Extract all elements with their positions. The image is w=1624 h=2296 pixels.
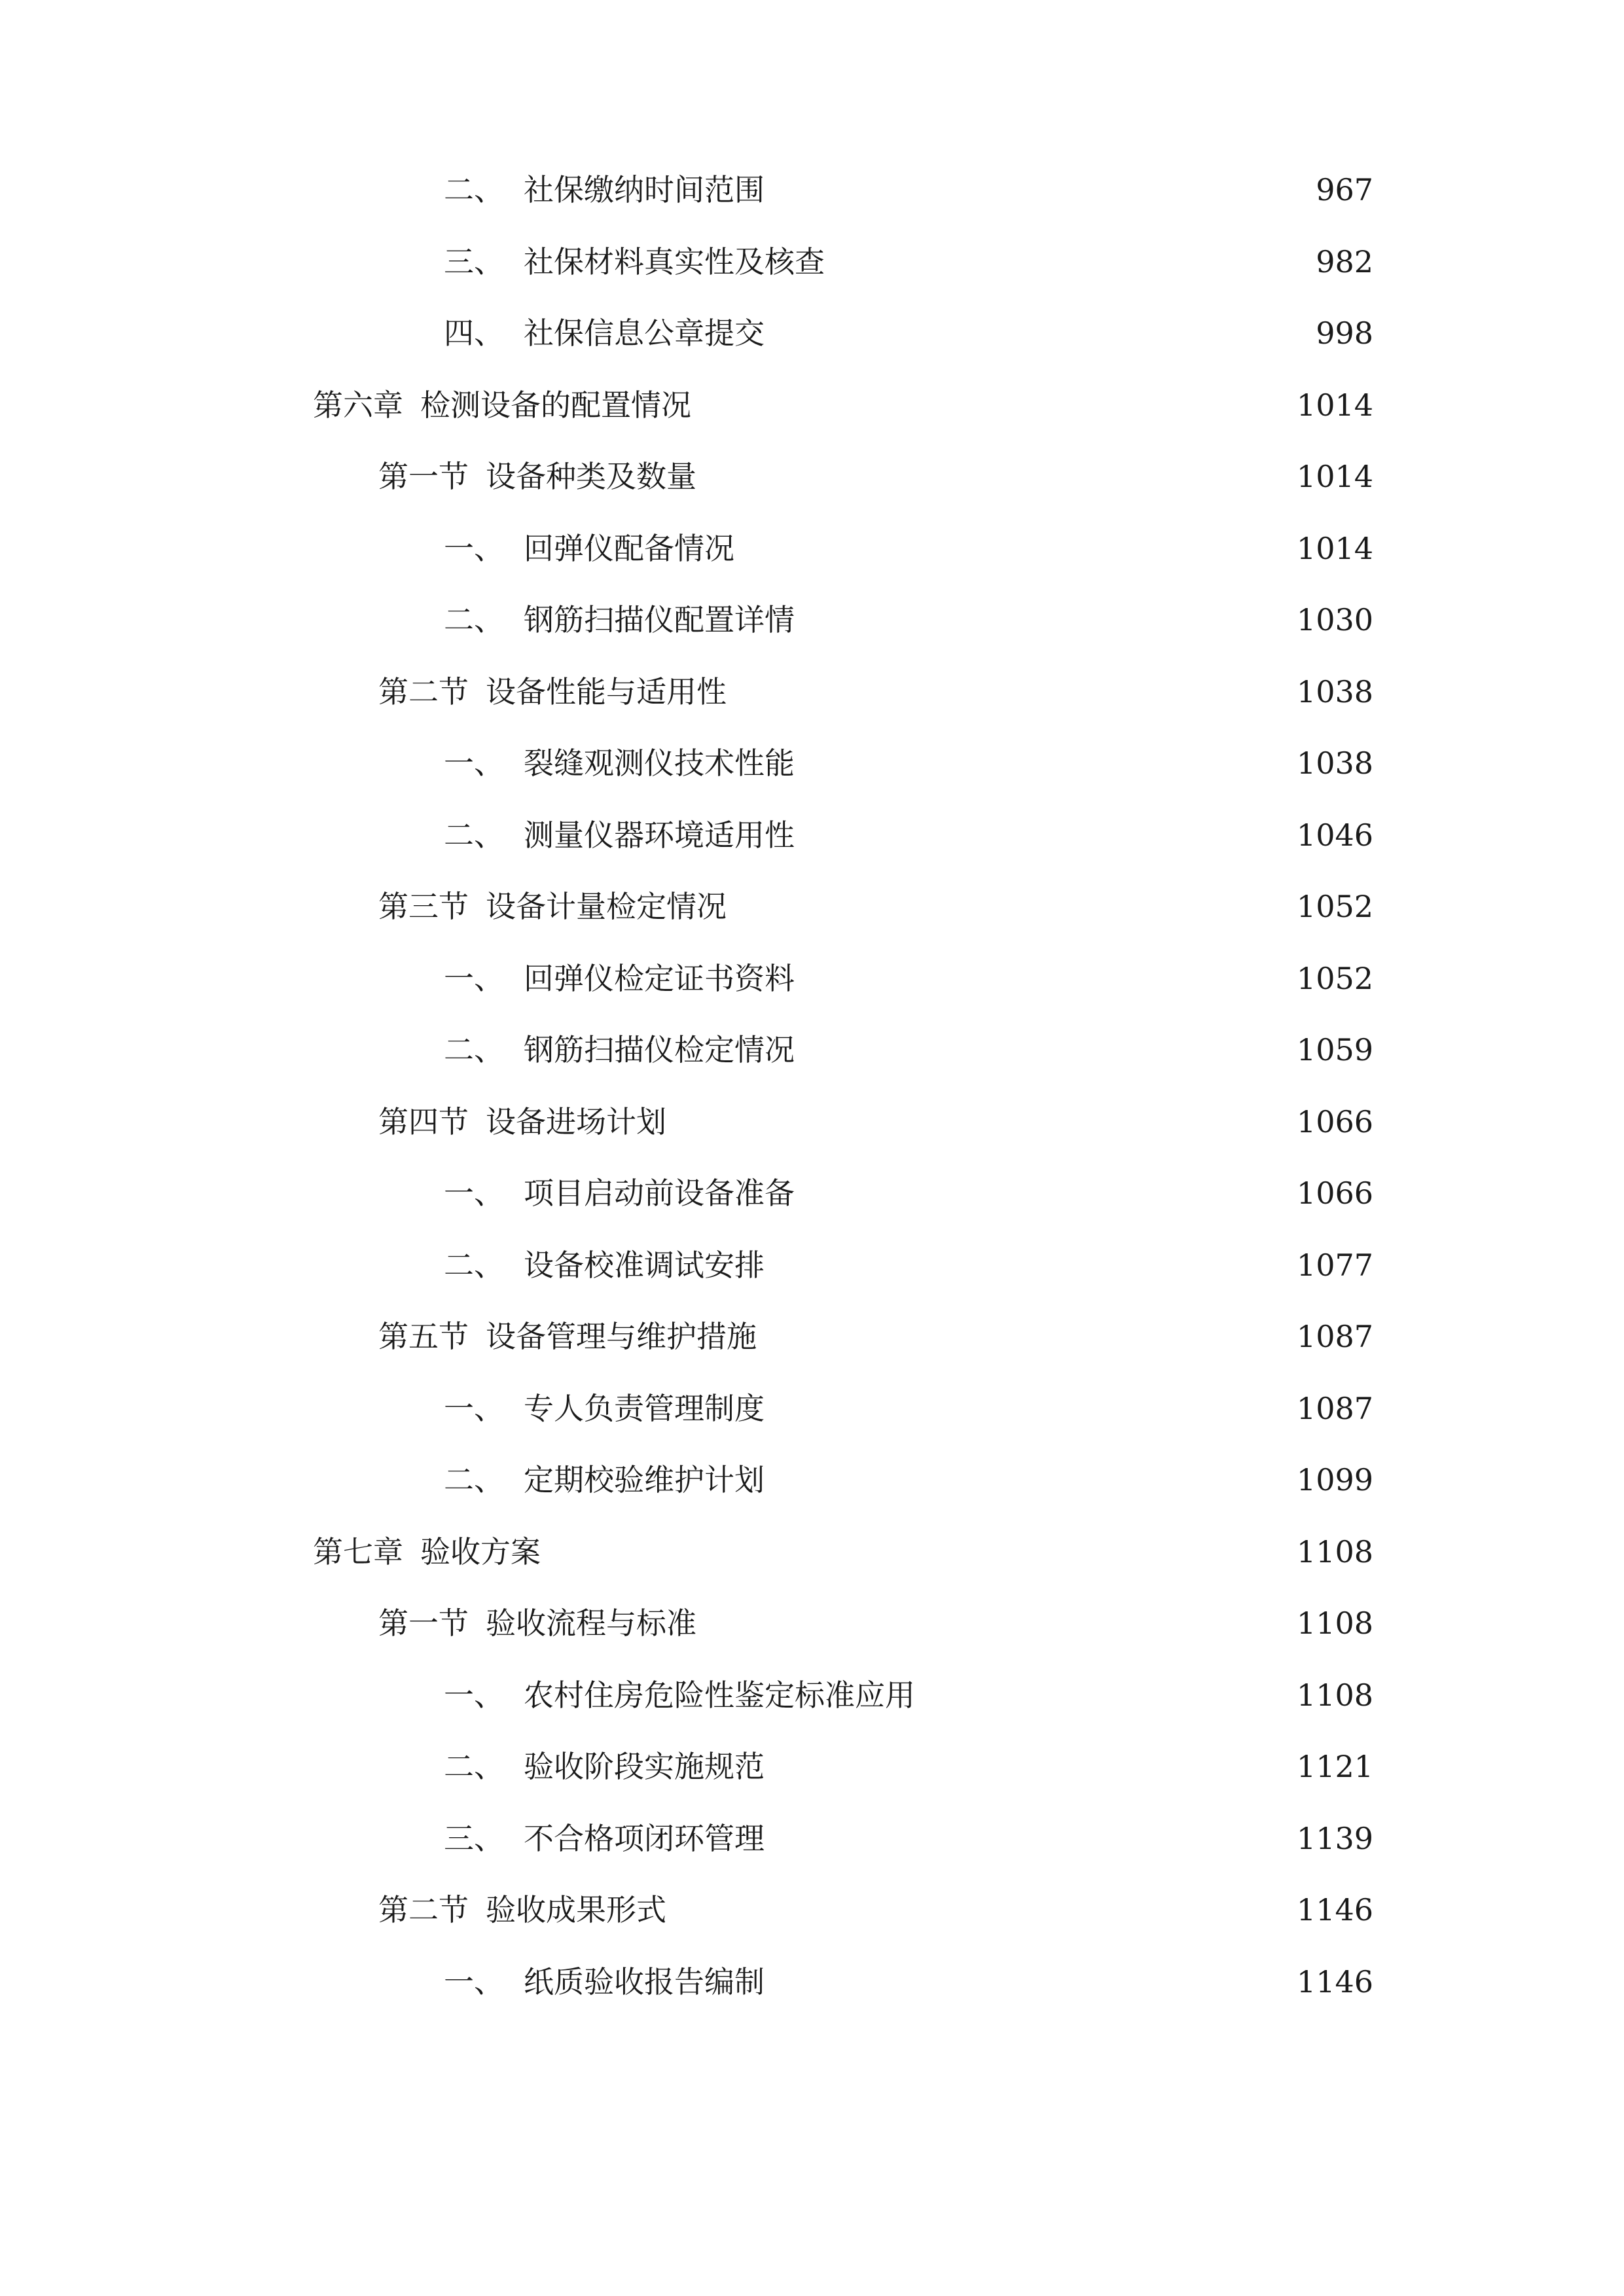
toc-entry[interactable] [444,164,1373,216]
toc-entry-number: 一、 [444,530,504,566]
toc-entry-title: 验收方案 [420,1534,541,1570]
toc-entry-number: 第五节 [378,1319,469,1354]
dot-leader [772,1239,1290,1291]
toc-entry[interactable] [444,1740,1373,1793]
toc-entry-number: 三、 [444,1820,504,1856]
dot-leader [803,952,1290,1005]
toc-entry-title: 检测设备的配置情况 [420,387,691,423]
toc-entry-page-number: 1038 [1296,745,1373,781]
toc-entry-number: 一、 [444,1677,504,1713]
toc-entry-title: 纸质验收报告编制 [524,1964,765,2000]
dot-leader [734,666,1290,718]
toc-entry[interactable] [313,379,1373,431]
toc-entry[interactable] [444,952,1373,1005]
toc-entry-title: 社保信息公章提交 [524,315,765,351]
toc-entry-page-number: 967 [1316,172,1373,207]
toc-entry-number: 第一节 [378,1605,469,1641]
toc-entry-page-number: 1146 [1296,1892,1373,1928]
dot-leader [923,1669,1290,1721]
toc-entry[interactable] [444,1239,1373,1291]
toc-entry[interactable] [378,880,1373,933]
dot-leader [772,1812,1290,1865]
toc-entry-title: 验收成果形式 [486,1892,666,1928]
toc-entry[interactable] [444,809,1373,861]
dot-leader [772,1382,1290,1435]
toc-entry[interactable] [444,594,1373,646]
toc-entry-page-number: 1099 [1296,1462,1373,1498]
toc-entry-page-number: 1014 [1296,387,1373,423]
toc-entry-title: 社保缴纳时间范围 [524,172,765,207]
toc-entry-page-number: 1030 [1296,602,1373,637]
toc-entry[interactable] [444,236,1373,288]
toc-entry[interactable] [444,1382,1373,1435]
toc-entry[interactable] [378,666,1373,718]
toc-entry-page-number: 1087 [1296,1390,1373,1426]
toc-entry-page-number: 1066 [1296,1103,1373,1139]
toc-entry-title: 钢筋扫描仪检定情况 [524,1032,795,1067]
toc-entry-number: 第三节 [378,889,469,924]
toc-entry-number: 二、 [444,1462,504,1498]
toc-entry[interactable] [444,1956,1373,2008]
toc-entry-number: 二、 [444,817,504,853]
dot-leader [772,1956,1290,2008]
dot-leader [704,450,1290,503]
toc-entry[interactable] [378,1884,1373,1936]
toc-entry-page-number: 1121 [1296,1749,1373,1784]
toc-entry[interactable] [444,1454,1373,1506]
toc-entry-number: 二、 [444,1247,504,1283]
toc-entry-title: 裂缝观测仪技术性能 [524,745,795,781]
dot-leader [742,522,1290,575]
dot-leader [803,1167,1290,1219]
dot-leader [772,1740,1290,1793]
toc-entry[interactable] [444,522,1373,575]
toc-entry-page-number: 1014 [1296,459,1373,494]
toc-entry[interactable] [378,1096,1373,1148]
toc-entry-page-number: 1052 [1296,960,1373,996]
toc-entry-title: 验收流程与标准 [486,1605,696,1641]
toc-entry[interactable] [378,1310,1373,1363]
toc-entry-page-number: 998 [1316,315,1373,351]
toc-entry-page-number: 1059 [1296,1032,1373,1067]
toc-entry-title: 测量仪器环境适用性 [524,817,795,853]
toc-entry[interactable] [444,1167,1373,1219]
dot-leader [549,1526,1290,1578]
toc-entry-number: 三、 [444,243,504,279]
toc-entry[interactable] [444,307,1373,359]
dot-leader [734,880,1290,933]
dot-leader [704,1597,1290,1649]
toc-entry-number: 第七章 [313,1534,403,1570]
toc-entry-title: 设备性能与适用性 [486,673,727,709]
toc-entry-title: 设备计量检定情况 [486,889,727,924]
toc-entry-title: 社保材料真实性及核查 [524,243,825,279]
dot-leader [803,1024,1290,1076]
toc-entry-title: 回弹仪配备情况 [524,530,734,566]
dot-leader [772,1454,1290,1506]
toc-entry-number: 一、 [444,960,504,996]
toc-entry-number: 第二节 [378,1892,469,1928]
toc-entry-page-number: 1014 [1296,530,1373,566]
toc-entry-page-number: 1046 [1296,817,1373,853]
toc-entry-page-number: 1087 [1296,1319,1373,1354]
toc-entry-number: 第一节 [378,459,469,494]
toc-entry-title: 定期校验维护计划 [524,1462,765,1498]
toc-entry-number: 二、 [444,1749,504,1784]
dot-leader [803,809,1290,861]
toc-entry-page-number: 1052 [1296,889,1373,924]
toc-entry-number: 一、 [444,1390,504,1426]
toc-entry[interactable] [313,1526,1373,1578]
toc-entry-title: 项目启动前设备准备 [524,1175,795,1211]
toc-entry[interactable] [444,1812,1373,1865]
dot-leader [833,236,1309,288]
toc-entry-number: 二、 [444,602,504,637]
toc-entry[interactable] [378,450,1373,503]
toc-entry-title: 设备进场计划 [486,1103,666,1139]
toc-entry[interactable] [378,1597,1373,1649]
toc-entry[interactable] [444,737,1373,789]
toc-entry-page-number: 1108 [1296,1605,1373,1641]
toc-entry-page-number: 982 [1316,243,1373,279]
toc-entry[interactable] [444,1669,1373,1721]
toc-entry-title: 农村住房危险性鉴定标准应用 [524,1677,915,1713]
toc-entry-page-number: 1077 [1296,1247,1373,1283]
toc-entry[interactable] [444,1024,1373,1076]
toc-entry-title: 设备校准调试安排 [524,1247,765,1283]
dot-leader [765,1310,1290,1363]
toc-entry-title: 设备种类及数量 [486,459,696,494]
toc-entry-title: 设备管理与维护措施 [486,1319,757,1354]
dot-leader [699,379,1290,431]
toc-entry-number: 一、 [444,1964,504,2000]
dot-leader [803,594,1290,646]
toc-entry-number: 二、 [444,172,504,207]
toc-entry-page-number: 1139 [1296,1820,1373,1856]
toc-entry-number: 一、 [444,1175,504,1211]
toc-entry-title: 不合格项闭环管理 [524,1820,765,1856]
toc-entry-page-number: 1066 [1296,1175,1373,1211]
toc-entry-page-number: 1146 [1296,1964,1373,2000]
toc-entry-number: 四、 [444,315,504,351]
dot-leader [803,737,1290,789]
dot-leader [674,1884,1290,1936]
toc-entry-number: 二、 [444,1032,504,1067]
toc-entry-page-number: 1108 [1296,1677,1373,1713]
dot-leader [772,164,1309,216]
dot-leader [674,1096,1290,1148]
toc-entry-title: 钢筋扫描仪配置详情 [524,602,795,637]
toc-entry-page-number: 1038 [1296,673,1373,709]
toc-entry-title: 专人负责管理制度 [524,1390,765,1426]
toc-entry-number: 第四节 [378,1103,469,1139]
toc-entry-number: 一、 [444,745,504,781]
toc-entry-number: 第二节 [378,673,469,709]
toc-entry-number: 第六章 [313,387,403,423]
toc-entry-title: 验收阶段实施规范 [524,1749,765,1784]
toc-entry-title: 回弹仪检定证书资料 [524,960,795,996]
dot-leader [772,307,1309,359]
toc-entry-page-number: 1108 [1296,1534,1373,1570]
